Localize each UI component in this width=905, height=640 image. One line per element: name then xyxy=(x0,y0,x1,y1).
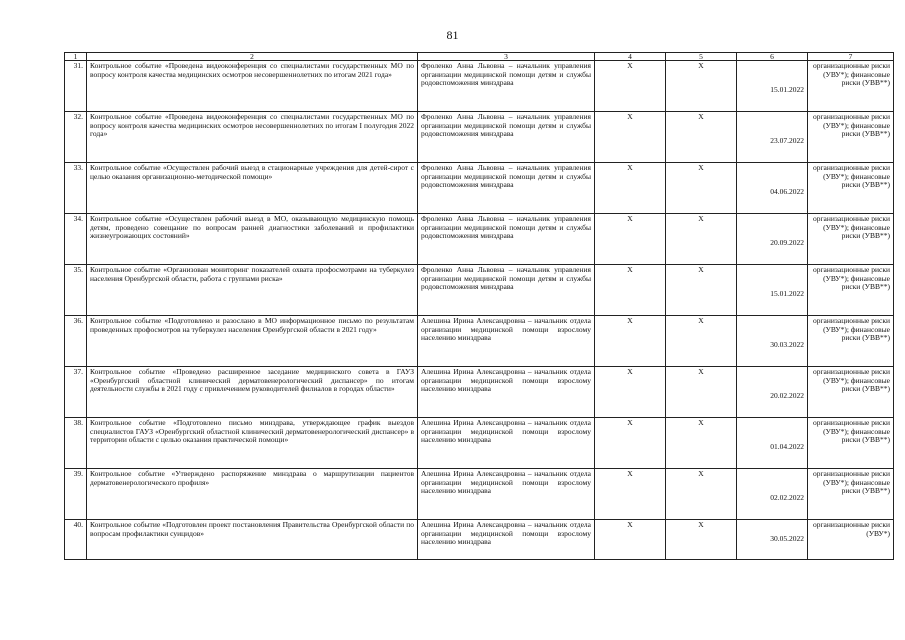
control-events-table xyxy=(64,52,894,560)
control-date xyxy=(737,163,808,214)
event-description: Контрольное событие «Осуществлен рабочий выезд в стационарные учреждения для детей-сирот с целью оказания организационно-методической помощи» xyxy=(87,163,418,214)
row-number: 34. xyxy=(65,214,87,265)
control-date xyxy=(737,520,808,560)
table-row xyxy=(65,61,894,112)
risks-cell: организационные риски (УВУ*); финансовые риски (УВВ**) xyxy=(808,469,894,520)
control-date-text: 01.04.2022 xyxy=(770,442,804,451)
column-5-mark: X xyxy=(666,265,737,316)
responsible-person: Алешина Ирина Александровна – начальник отдела организации медицинской помощи взрослому населению минздрава xyxy=(418,469,595,520)
event-description: Контрольное событие «Утверждено распоряжение минздрава о маршрутизации пациентов дерматовенерологического профиля» xyxy=(87,469,418,520)
header-col-4: 4 xyxy=(595,53,666,61)
event-description: Контрольное событие «Проведена видеоконференция со специалистами государственных МО по вопросу контроля качества медицинских осмотров несовершеннолетних по итогам I полугодия 2022 года» xyxy=(87,112,418,163)
table-row xyxy=(65,265,894,316)
responsible-person: Алешина Ирина Александровна – начальник отдела организации медицинской помощи взрослому населению минздрава xyxy=(418,367,595,418)
risks-cell: организационные риски (УВУ*); финансовые риски (УВВ**) xyxy=(808,163,894,214)
risks-cell: организационные риски (УВУ*); финансовые риски (УВВ**) xyxy=(808,265,894,316)
responsible-person: Алешина Ирина Александровна – начальник отдела организации медицинской помощи взрослому населению минздрава xyxy=(418,520,595,560)
column-4-mark: X xyxy=(595,61,666,112)
control-date xyxy=(737,214,808,265)
table-row xyxy=(65,367,894,418)
header-col-3: 3 xyxy=(418,53,595,61)
column-5-mark: X xyxy=(666,316,737,367)
control-date-text: 20.09.2022 xyxy=(770,238,804,247)
table-row xyxy=(65,163,894,214)
row-number: 37. xyxy=(65,367,87,418)
table-row xyxy=(65,520,894,560)
column-4-mark: X xyxy=(595,316,666,367)
row-number: 38. xyxy=(65,418,87,469)
column-5-mark: X xyxy=(666,418,737,469)
row-number: 36. xyxy=(65,316,87,367)
header-row xyxy=(65,53,894,61)
control-date-text: 20.02.2022 xyxy=(770,391,804,400)
control-date xyxy=(737,418,808,469)
responsible-person: Алешина Ирина Александровна – начальник отдела организации медицинской помощи взрослому населению минздрава xyxy=(418,316,595,367)
header-col-5: 5 xyxy=(666,53,737,61)
table-row xyxy=(65,469,894,520)
column-4-mark: X xyxy=(595,418,666,469)
control-date-text: 23.07.2022 xyxy=(770,136,804,145)
control-date-text: 04.06.2022 xyxy=(770,187,804,196)
header-col-1: 1 xyxy=(65,53,87,61)
responsible-person: Фроленко Анна Львовна – начальник управления организации медицинской помощи детям и службы родовспоможения минздрава xyxy=(418,61,595,112)
row-number: 31. xyxy=(65,61,87,112)
control-date-text: 15.01.2022 xyxy=(770,289,804,298)
column-5-mark: X xyxy=(666,367,737,418)
table-row xyxy=(65,214,894,265)
control-date-text: 30.05.2022 xyxy=(770,534,804,543)
row-number: 33. xyxy=(65,163,87,214)
control-date xyxy=(737,112,808,163)
control-date xyxy=(737,316,808,367)
row-number: 40. xyxy=(65,520,87,560)
event-description: Контрольное событие «Организован мониторинг показателей охвата профосмотрами на туберкулез населения Оренбургской области, работа с группами риска» xyxy=(87,265,418,316)
risks-cell: организационные риски (УВУ*); финансовые риски (УВВ**) xyxy=(808,214,894,265)
control-date xyxy=(737,265,808,316)
control-date-text: 02.02.2022 xyxy=(770,493,804,502)
responsible-person: Фроленко Анна Львовна – начальник управления организации медицинской помощи детям и службы родовспоможения минздрава xyxy=(418,163,595,214)
risks-cell: организационные риски (УВУ*); финансовые риски (УВВ**) xyxy=(808,112,894,163)
column-4-mark: X xyxy=(595,469,666,520)
page-number: 81 xyxy=(446,28,459,42)
event-description: Контрольное событие «Проведена видеоконференция со специалистами государственных МО по вопросу контроля качества медицинских осмотров несовершеннолетних по итогам 2021 года» xyxy=(87,61,418,112)
column-4-mark: X xyxy=(595,520,666,560)
column-4-mark: X xyxy=(595,265,666,316)
row-number: 39. xyxy=(65,469,87,520)
column-4-mark: X xyxy=(595,214,666,265)
responsible-person: Фроленко Анна Львовна – начальник управления организации медицинской помощи детям и службы родовспоможения минздрава xyxy=(418,265,595,316)
control-date xyxy=(737,367,808,418)
control-date xyxy=(737,61,808,112)
table-row xyxy=(65,112,894,163)
column-4-mark: X xyxy=(595,163,666,214)
table-row xyxy=(65,316,894,367)
row-number: 35. xyxy=(65,265,87,316)
column-4-mark: X xyxy=(595,367,666,418)
event-description: Контрольное событие «Подготовлено и разослано в МО информационное письмо по результатам проведенных профосмотров на туберкулез населения Оренбургской области в 2021 году» xyxy=(87,316,418,367)
header-col-6: 6 xyxy=(737,53,808,61)
risks-cell: организационные риски (УВУ*); финансовые риски (УВВ**) xyxy=(808,367,894,418)
column-5-mark: X xyxy=(666,214,737,265)
control-date xyxy=(737,469,808,520)
control-date-text: 15.01.2022 xyxy=(770,85,804,94)
event-description: Контрольное событие «Подготовлено письмо минздрава, утверждающее график выездов специалистов ГАУЗ «Оренбургский областной клинический дерматовенерологический диспансер» в территории области с целью оказания практической помощи» xyxy=(87,418,418,469)
header-col-7: 7 xyxy=(808,53,894,61)
risks-cell: организационные риски (УВУ*) xyxy=(808,520,894,560)
column-5-mark: X xyxy=(666,520,737,560)
event-description: Контрольное событие «Проведено расширенное заседание медицинского совета в ГАУЗ «Оренбургский областной клинический дерматовенерологический диспансер» по итогам деятельности службы в 2021 году с привлечением руководителей филиалов в городах области» xyxy=(87,367,418,418)
column-5-mark: X xyxy=(666,163,737,214)
responsible-person: Фроленко Анна Львовна – начальник управления организации медицинской помощи детям и службы родовспоможения минздрава xyxy=(418,112,595,163)
responsible-person: Алешина Ирина Александровна – начальник отдела организации медицинской помощи взрослому населению минздрава xyxy=(418,418,595,469)
risks-cell: организационные риски (УВУ*); финансовые риски (УВВ**) xyxy=(808,61,894,112)
risks-cell: организационные риски (УВУ*); финансовые риски (УВВ**) xyxy=(808,316,894,367)
column-5-mark: X xyxy=(666,469,737,520)
table-row xyxy=(65,418,894,469)
row-number: 32. xyxy=(65,112,87,163)
header-col-2: 2 xyxy=(87,53,418,61)
column-5-mark: X xyxy=(666,61,737,112)
column-5-mark: X xyxy=(666,112,737,163)
risks-cell: организационные риски (УВУ*); финансовые риски (УВВ**) xyxy=(808,418,894,469)
column-4-mark: X xyxy=(595,112,666,163)
event-description: Контрольное событие «Осуществлен рабочий выезд в МО, оказывающую медицинскую помощь детям, проведено совещание по вопросам ранней диагностики заболеваний и профилактики жизнеугрожающих состояний» xyxy=(87,214,418,265)
control-date-text: 30.03.2022 xyxy=(770,340,804,349)
responsible-person: Фроленко Анна Львовна – начальник управления организации медицинской помощи детям и службы родовспоможения минздрава xyxy=(418,214,595,265)
event-description: Контрольное событие «Подготовлен проект постановления Правительства Оренбургской области по вопросам профилактики суицидов» xyxy=(87,520,418,560)
